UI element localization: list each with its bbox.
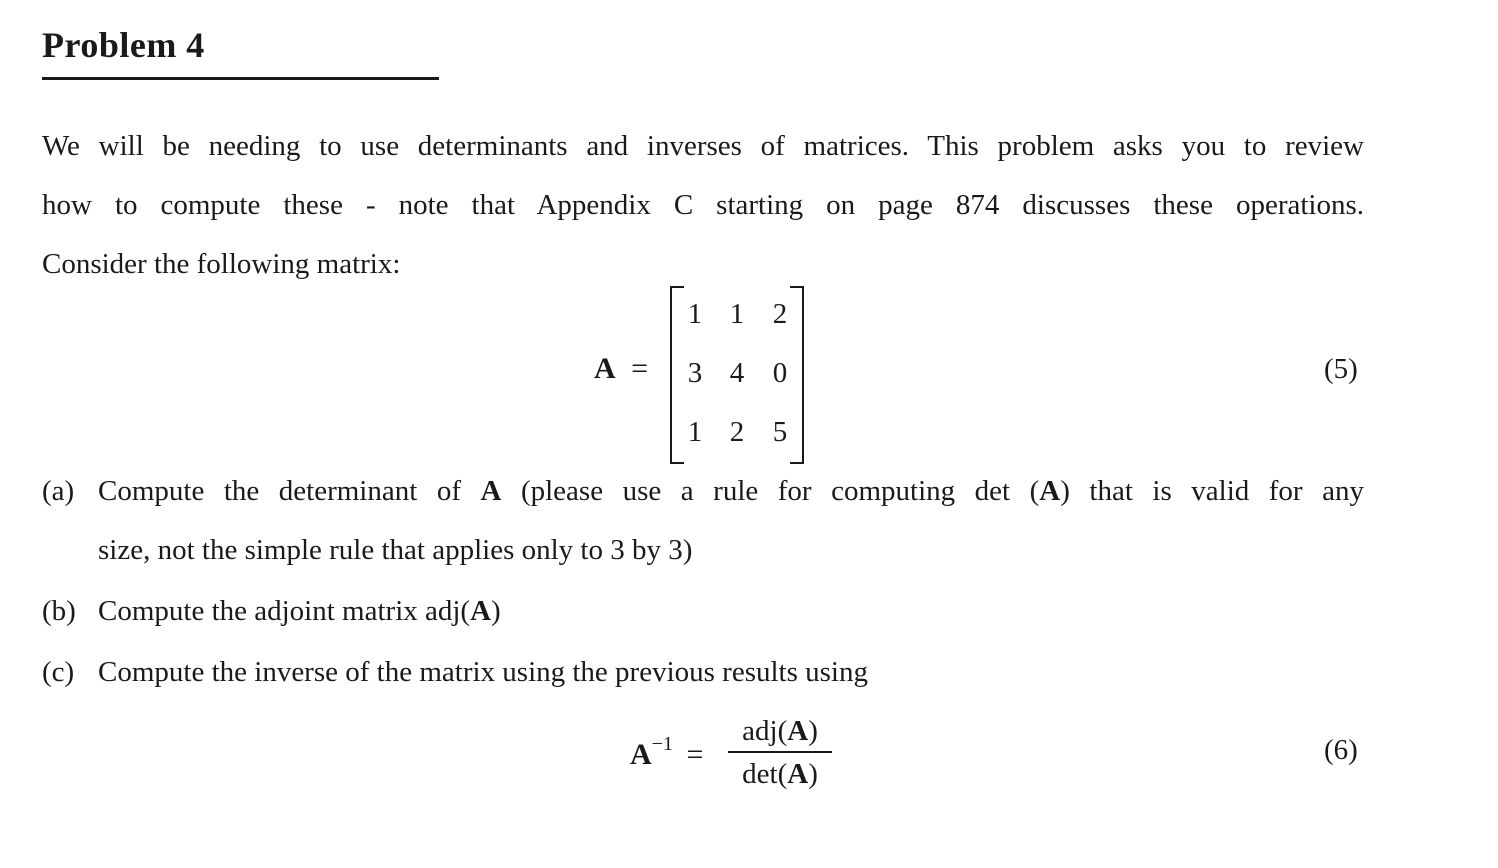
numerator-post: ) xyxy=(808,715,818,747)
equals-sign: = xyxy=(631,352,649,385)
intro-line-1: We will be needing to use determinants and inverses of matrices. This problem asks you to review xyxy=(42,130,1364,162)
item-b-text xyxy=(98,595,501,628)
matrix-cell: 2 xyxy=(729,416,745,448)
intro-line-2: how to compute these - note that Appendix C starting on page 874 discusses these operations. xyxy=(42,189,1364,221)
inverse-equation-lhs xyxy=(630,733,703,772)
item-b-text-post: ) xyxy=(491,595,501,627)
denominator-bold-a: A xyxy=(787,758,809,790)
item-b-text-pre: Compute the adjoint matrix adj( xyxy=(98,595,471,627)
item-b-bold-a: A xyxy=(470,595,492,627)
inverse-exponent: −1 xyxy=(651,733,673,755)
matrix-equation-lhs xyxy=(594,352,648,386)
matrix-cell: 1 xyxy=(687,298,703,330)
problem-title: Problem 4 xyxy=(42,25,205,65)
item-a-line-1 xyxy=(98,475,1364,508)
equation-number-5: (5) xyxy=(1324,353,1358,385)
denominator-pre: det( xyxy=(742,758,788,790)
item-c-label: (c) xyxy=(42,656,75,688)
matrix-cell: 3 xyxy=(687,357,703,389)
matrix-cell: 2 xyxy=(772,298,788,330)
item-a-line-2: size, not the simple rule that applies only to 3 by 3) xyxy=(98,534,693,566)
item-b-label: (b) xyxy=(42,595,76,627)
item-a-text-pre: Compute the determinant of xyxy=(98,475,481,507)
numerator-pre: adj( xyxy=(742,715,788,747)
fraction-bar xyxy=(728,751,832,753)
title-underline xyxy=(42,77,439,80)
fraction-denominator xyxy=(728,755,832,793)
matrix-cell: 4 xyxy=(729,357,745,389)
inverse-equals-sign: = xyxy=(686,738,704,771)
item-a-text-mid: (please use a rule for computing det ( xyxy=(501,475,1040,507)
inverse-matrix-symbol: A xyxy=(630,738,652,771)
inverse-fraction xyxy=(728,712,832,793)
item-a-bold-a: A xyxy=(480,475,502,507)
denominator-post: ) xyxy=(808,758,818,790)
item-a-text-post: ) that is valid for any xyxy=(1060,475,1364,507)
numerator-bold-a: A xyxy=(787,715,809,747)
matrix-cell: 0 xyxy=(772,357,788,389)
matrix-symbol: A xyxy=(594,352,616,385)
fraction-numerator xyxy=(728,712,832,750)
matrix-cell: 1 xyxy=(729,298,745,330)
matrix-cell: 5 xyxy=(772,416,788,448)
item-a-bold-a2: A xyxy=(1039,475,1061,507)
matrix-a xyxy=(670,286,804,462)
item-c-text: Compute the inverse of the matrix using the previous results using xyxy=(98,656,868,688)
intro-line-3: Consider the following matrix: xyxy=(42,248,401,280)
matrix-cell: 1 xyxy=(687,416,703,448)
item-a-label: (a) xyxy=(42,475,75,507)
equation-number-6: (6) xyxy=(1324,734,1358,766)
